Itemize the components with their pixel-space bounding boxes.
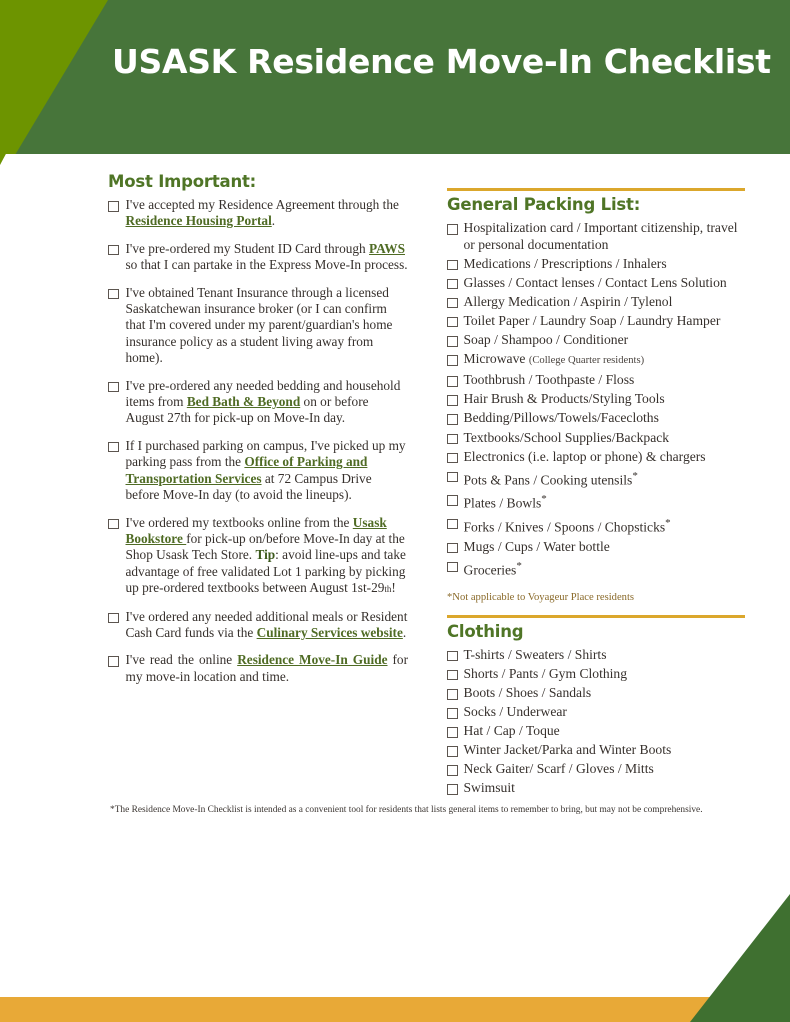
ordinal-suffix: th bbox=[384, 584, 392, 595]
checkbox-icon[interactable] bbox=[447, 298, 458, 309]
checklist-item[interactable] bbox=[108, 438, 408, 504]
checklist-item[interactable] bbox=[447, 275, 745, 292]
checkbox-icon[interactable] bbox=[108, 289, 119, 300]
text-run: for my move-in location and time. bbox=[125, 652, 409, 684]
text-run: : avoid line-ups and take advantage of free validated Lot 1 parking by picking up pre-ordered textbooks between August 1st-29 bbox=[125, 547, 406, 596]
text-run: Forks / Knives / Spoons / Chopsticks bbox=[463, 519, 666, 535]
text-run: ! bbox=[391, 580, 396, 596]
footnote-marker: * bbox=[632, 469, 638, 482]
checklist-item[interactable] bbox=[447, 647, 745, 664]
checklist-item-label bbox=[126, 378, 409, 427]
text-run: Hospitalization card / Important citizenship, travel or personal documentation bbox=[463, 220, 738, 252]
checklist-item[interactable] bbox=[447, 742, 745, 759]
emphasis-text: Tip bbox=[255, 547, 276, 563]
checklist-item[interactable] bbox=[447, 515, 745, 536]
checklist-item-label bbox=[464, 313, 746, 330]
checklist-item[interactable] bbox=[447, 761, 745, 778]
text-run: so that I can partake in the Express Move-In process. bbox=[125, 257, 408, 273]
checkbox-icon[interactable] bbox=[447, 434, 458, 445]
checklist-item-label bbox=[126, 197, 409, 230]
text-run: Socks / Underwear bbox=[463, 704, 567, 720]
text-run: I've accepted my Residence Agreement through the bbox=[125, 197, 399, 212]
checkbox-icon[interactable] bbox=[447, 336, 458, 347]
checklist-item-label bbox=[126, 515, 409, 598]
text-run: Hat / Cap / Toque bbox=[463, 723, 560, 739]
footnote-marker: * bbox=[541, 493, 547, 506]
text-run: Toilet Paper / Laundry Soap / Laundry Hamper bbox=[463, 312, 721, 328]
packing-divider bbox=[447, 188, 745, 191]
checkbox-icon[interactable] bbox=[447, 260, 458, 271]
page-header bbox=[0, 0, 790, 154]
checkbox-icon[interactable] bbox=[447, 519, 458, 530]
text-run: Plates / Bowls bbox=[463, 495, 542, 511]
text-run: If I purchased parking on campus, I've picked up my parking pass from the bbox=[125, 437, 406, 470]
text-run: Allergy Medication / Aspirin / Tylenol bbox=[463, 293, 673, 309]
checklist-item[interactable] bbox=[447, 391, 745, 408]
text-run: Mugs / Cups / Water bottle bbox=[463, 538, 610, 554]
text-run: Swimsuit bbox=[463, 780, 515, 796]
checkbox-icon[interactable] bbox=[447, 765, 458, 776]
checkbox-icon[interactable] bbox=[447, 543, 458, 554]
disclaimer-note: *The Residence Move-In Checklist is intended as a convenient tool for residents that lists general items to remember to bring, but may not be comprehensive. bbox=[110, 805, 703, 815]
checklist-item-label bbox=[126, 609, 409, 642]
text-run: I've ordered any needed additional meals or Resident Cash Card funds via the bbox=[125, 608, 408, 640]
checkbox-icon[interactable] bbox=[108, 442, 119, 453]
text-run: at 72 Campus Drive before Move-In day (to avoid the lineups). bbox=[125, 470, 372, 503]
checklist-item[interactable] bbox=[108, 197, 408, 230]
checklist-item-label bbox=[464, 410, 746, 427]
text-run: I've read the online bbox=[125, 652, 238, 668]
checklist-item[interactable] bbox=[108, 378, 408, 427]
clothing-heading: Clothing bbox=[447, 621, 524, 641]
checklist-item[interactable] bbox=[108, 241, 408, 274]
checklist-item-label bbox=[464, 294, 746, 311]
checkbox-icon[interactable] bbox=[108, 245, 119, 256]
text-run: I've ordered my textbooks online from the bbox=[125, 514, 353, 530]
checklist-item-label bbox=[464, 558, 746, 579]
footnote-marker: * bbox=[516, 559, 522, 572]
text-run: Shorts / Pants / Gym Clothing bbox=[463, 665, 628, 681]
checklist-item-label bbox=[464, 761, 746, 778]
most-important-heading: Most Important: bbox=[108, 172, 257, 191]
text-run: Textbooks/School Supplies/Backpack bbox=[463, 429, 670, 445]
checklist-item[interactable] bbox=[447, 539, 745, 556]
text-run: Bedding/Pillows/Towels/Facecloths bbox=[463, 410, 659, 426]
clothing-divider bbox=[447, 615, 745, 618]
checkbox-icon[interactable] bbox=[447, 689, 458, 700]
checklist-item[interactable] bbox=[447, 313, 745, 330]
text-run: Soap / Shampoo / Conditioner bbox=[463, 332, 629, 348]
checkbox-icon[interactable] bbox=[447, 708, 458, 719]
checklist-item-label bbox=[464, 742, 746, 759]
checkbox-icon[interactable] bbox=[447, 317, 458, 328]
checklist-item[interactable] bbox=[447, 468, 745, 489]
checklist-item-label bbox=[126, 438, 409, 504]
text-run: Winter Jacket/Parka and Winter Boots bbox=[463, 742, 672, 758]
checkbox-icon[interactable] bbox=[108, 656, 119, 667]
inline-link[interactable]: Residence Housing Portal bbox=[125, 213, 272, 229]
checklist-item[interactable] bbox=[447, 430, 745, 447]
checklist-item-label bbox=[126, 285, 409, 367]
checklist-item[interactable] bbox=[447, 294, 745, 311]
checklist-item-label bbox=[464, 685, 746, 702]
footer-gold-bar bbox=[0, 997, 790, 1022]
packing-column bbox=[447, 188, 745, 800]
packing-footnote: *Not applicable to Voyageur Place residents bbox=[447, 591, 635, 603]
text-run: I've obtained Tenant Insurance through a licensed Saskatchewan insurance broker (or I can confirm that I'm covered under my parent/guardian's home insurance policy as a student living away from home). bbox=[125, 284, 393, 366]
text-run: on or before August 27th for pick-up on Move-In day. bbox=[125, 394, 369, 426]
text-run: I've pre-ordered my Student ID Card through bbox=[125, 240, 370, 256]
text-run: Medications / Prescriptions / Inhalers bbox=[463, 255, 667, 271]
checklist-item-label bbox=[464, 704, 746, 721]
checkbox-icon[interactable] bbox=[108, 201, 119, 212]
checklist-item-label bbox=[464, 449, 746, 466]
checkbox-icon[interactable] bbox=[447, 562, 458, 573]
checklist-item-label bbox=[464, 220, 746, 253]
checklist-item[interactable] bbox=[447, 372, 745, 389]
checkbox-icon[interactable] bbox=[447, 355, 458, 366]
checklist-item[interactable] bbox=[447, 449, 745, 466]
text-run: Microwave bbox=[463, 351, 529, 367]
checklist-item[interactable] bbox=[447, 558, 745, 579]
checkbox-icon[interactable] bbox=[108, 519, 119, 530]
checklist-item-label bbox=[464, 275, 746, 292]
checklist-item[interactable] bbox=[447, 685, 745, 702]
text-run: T-shirts / Sweaters / Shirts bbox=[463, 646, 607, 662]
checklist-item[interactable] bbox=[447, 704, 745, 721]
text-run: Neck Gaiter/ Scarf / Gloves / Mitts bbox=[463, 761, 654, 777]
text-run: . bbox=[271, 213, 276, 229]
packing-list-heading: General Packing List: bbox=[447, 195, 641, 214]
inline-link[interactable]: Residence Move-In Guide bbox=[237, 652, 388, 668]
checkbox-icon[interactable] bbox=[447, 376, 458, 387]
inline-link[interactable]: Bed Bath & Beyond bbox=[186, 394, 301, 410]
most-important-column bbox=[108, 172, 408, 696]
checkbox-icon[interactable] bbox=[447, 495, 458, 506]
checklist-item-label bbox=[464, 332, 746, 349]
checklist-item-label bbox=[464, 391, 746, 408]
most-important-list bbox=[108, 197, 408, 685]
checkbox-icon[interactable] bbox=[447, 395, 458, 406]
checklist-item[interactable] bbox=[447, 410, 745, 427]
checkbox-icon[interactable] bbox=[447, 727, 458, 738]
text-run: . bbox=[402, 624, 407, 640]
checklist-item[interactable] bbox=[108, 285, 408, 367]
checklist-item[interactable] bbox=[447, 491, 745, 512]
checklist-item-label bbox=[464, 372, 746, 389]
checkbox-icon[interactable] bbox=[447, 279, 458, 290]
checklist-item-label bbox=[464, 256, 746, 273]
packing-list bbox=[447, 220, 745, 579]
checklist-item-label bbox=[126, 652, 409, 685]
text-run: Groceries bbox=[463, 562, 517, 578]
text-run: Glasses / Contact lenses / Contact Lens Solution bbox=[463, 274, 727, 290]
checkbox-icon[interactable] bbox=[447, 414, 458, 425]
checklist-item[interactable] bbox=[447, 723, 745, 740]
checklist-item[interactable] bbox=[108, 609, 408, 642]
inline-link[interactable]: Usask Bookstore bbox=[125, 514, 387, 546]
checkbox-icon[interactable] bbox=[447, 746, 458, 757]
text-run: for pick-up on/before Move-In day at the Shop Usask Tech Store. bbox=[125, 530, 405, 563]
checklist-item[interactable] bbox=[447, 220, 745, 253]
checklist-item[interactable] bbox=[108, 515, 408, 598]
inline-link[interactable]: Office of Parking and Transportation Services bbox=[125, 454, 368, 486]
checklist-item-label bbox=[464, 539, 746, 556]
checklist-item[interactable] bbox=[108, 652, 408, 685]
text-run: Toothbrush / Toothpaste / Floss bbox=[463, 372, 635, 388]
footnote-marker: * bbox=[665, 516, 671, 529]
text-run: Pots & Pans / Cooking utensils bbox=[463, 472, 633, 488]
checklist-item-label bbox=[464, 491, 746, 512]
checklist-item-label bbox=[464, 666, 746, 683]
text-run: Electronics (i.e. laptop or phone) & chargers bbox=[463, 448, 706, 464]
checklist-item[interactable] bbox=[447, 780, 745, 797]
checklist-item-label bbox=[464, 780, 746, 797]
checkbox-icon[interactable] bbox=[447, 453, 458, 464]
checkbox-icon[interactable] bbox=[108, 613, 119, 624]
checklist-item[interactable] bbox=[447, 256, 745, 273]
checklist-item-label bbox=[464, 468, 746, 489]
page-title: USASK Residence Move-In Checklist bbox=[112, 42, 771, 81]
qualifier-text: (College Quarter residents) bbox=[528, 355, 645, 367]
checklist-item-label bbox=[126, 241, 409, 274]
checklist-item-label bbox=[464, 515, 746, 536]
checklist-item-label bbox=[464, 430, 746, 447]
checkbox-icon[interactable] bbox=[447, 224, 458, 235]
section-spacer bbox=[447, 605, 745, 615]
checklist-item-label bbox=[464, 351, 746, 370]
checkbox-icon[interactable] bbox=[447, 670, 458, 681]
checklist-item[interactable] bbox=[447, 666, 745, 683]
header-accent-wedge-tail bbox=[0, 150, 120, 180]
text-run: Hair Brush & Products/Styling Tools bbox=[463, 391, 665, 407]
checkbox-icon[interactable] bbox=[447, 784, 458, 795]
checklist-item-label bbox=[464, 723, 746, 740]
checklist-item-label bbox=[464, 647, 746, 664]
checklist-item[interactable] bbox=[447, 332, 745, 349]
text-run: I've pre-ordered any needed bedding and household items from bbox=[125, 377, 401, 410]
checkbox-icon[interactable] bbox=[108, 382, 119, 393]
inline-link[interactable]: Culinary Services website bbox=[256, 624, 403, 640]
checkbox-icon[interactable] bbox=[447, 651, 458, 662]
inline-link[interactable]: PAWS bbox=[369, 240, 405, 256]
checkbox-icon[interactable] bbox=[447, 472, 458, 483]
checklist-item[interactable] bbox=[447, 351, 745, 370]
clothing-list bbox=[447, 647, 745, 797]
text-run: Boots / Shoes / Sandals bbox=[463, 685, 592, 700]
